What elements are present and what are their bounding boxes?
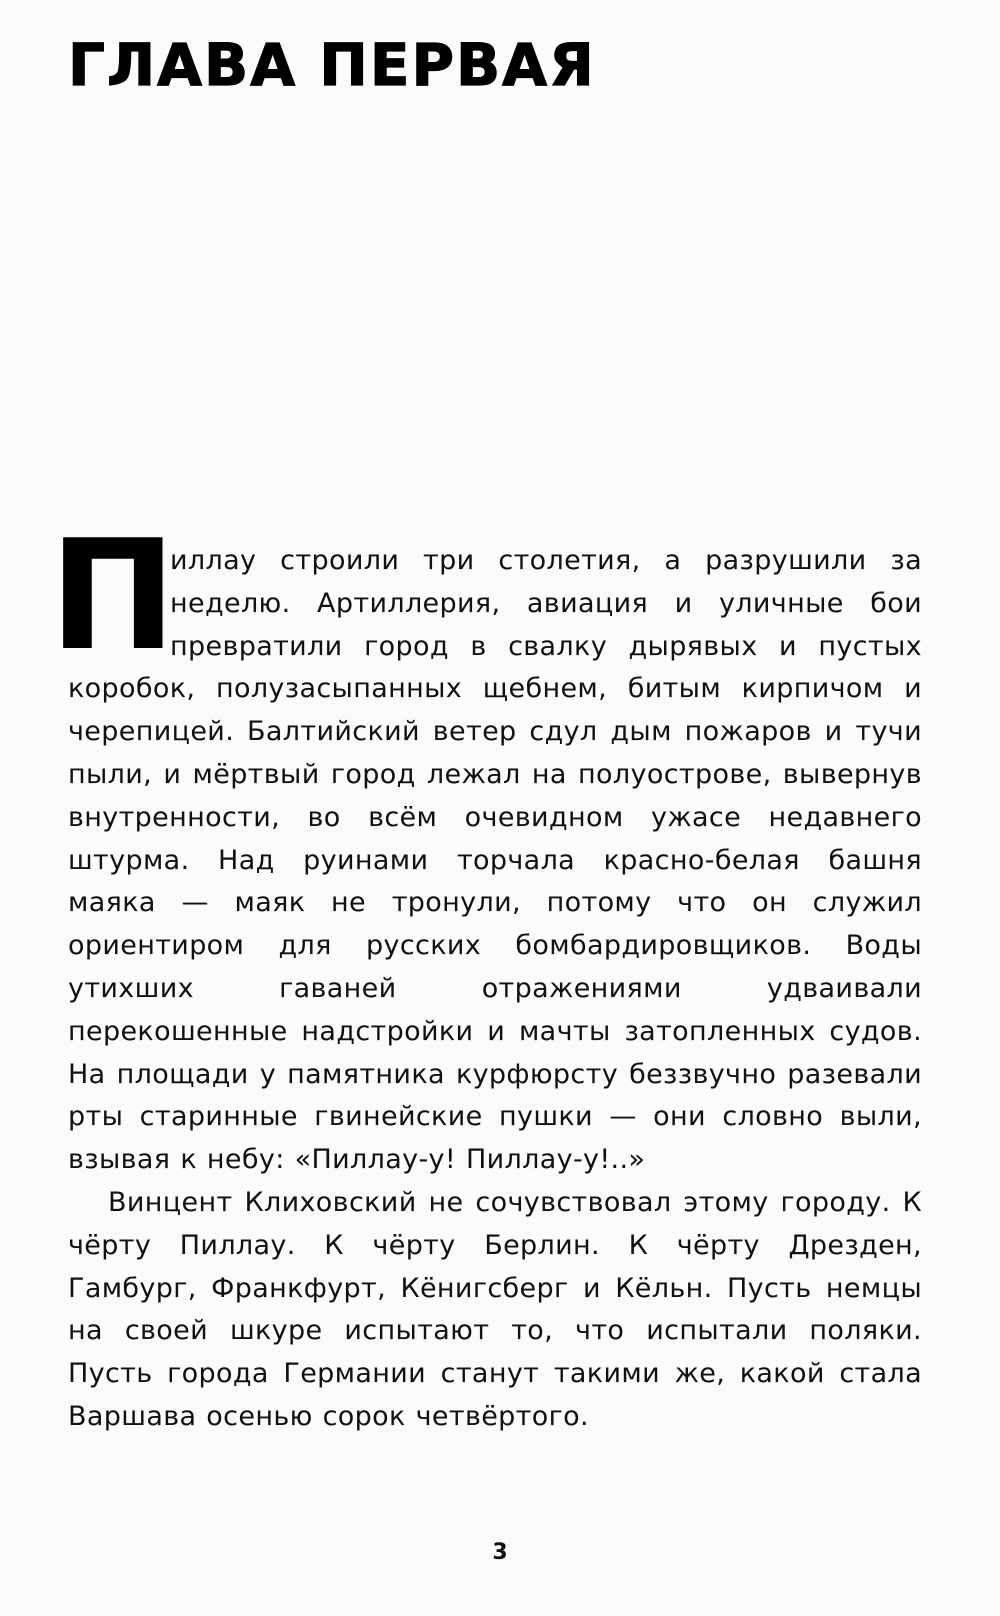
paragraph-1-text: иллау строили три столетия, а разрушили за неделю. Артиллерия, авиация и уличные бои превратили город в свалку дырявых и пустых коробок, полузасыпанных щебнем, битым кирпичом и черепицей. Балтийский ветер сдул дым пожаров и тучи пыли, и мёртвый город лежал на полуострове, вывернув внутренности, во всём очевидном ужасе недавнего штурма. Над руинами торчала красно-белая башня маяка — маяк не тронули, потому что он служил ориентиром для русских бомбардировщиков. Воды утихших гаваней отражениями удваивали перекошенные надстройки и мачты затопленных судов. На площади у памятника курфюрсту беззвучно разевали рты старинные гвинейские пушки — они словно выли, взывая к небу: «Пиллау-у! Пиллау-у!..» xyxy=(68,545,922,1176)
paragraph-2 xyxy=(68,1182,922,1439)
chapter-body xyxy=(49,507,922,1439)
paragraph-2-text: Винцент Клиховский не сочувствовал этому городу. К чёрту Пиллау. К чёрту Берлин. К чёрту Дрезден, Гамбург, Франкфурт, Кёнигсберг и Кёльн. Пусть немцы на своей шкуре испытают то, что испытали поляки. Пусть города Германии станут такими же, какой стала Варшава осенью сорок четвёртого. xyxy=(68,1186,922,1432)
drop-cap: П xyxy=(49,507,177,684)
paragraph-1 xyxy=(49,507,922,1182)
chapter-title: ГЛАВА ПЕРВАЯ xyxy=(68,31,596,99)
page-number: 3 xyxy=(492,1540,508,1565)
